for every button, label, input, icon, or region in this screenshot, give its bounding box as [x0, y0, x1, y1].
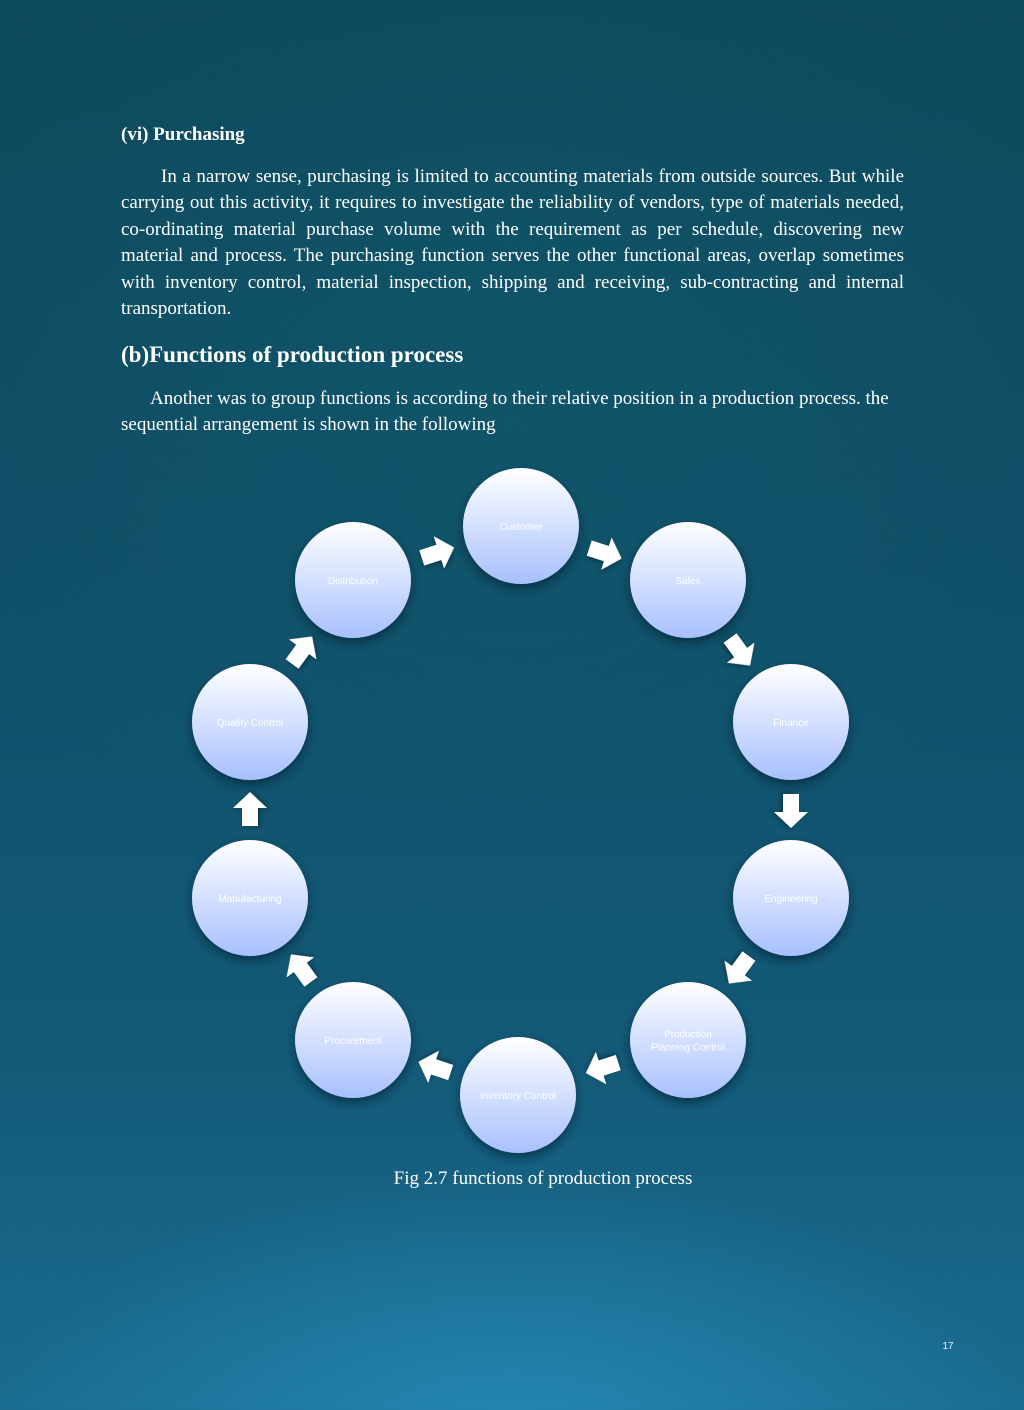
page-number: 17 — [942, 1341, 954, 1352]
arrow-production-planning-control-to-inventory-control — [581, 1046, 624, 1089]
section-heading-purchasing: (vi) Purchasing — [121, 124, 245, 145]
node-label-quality-control: Quality Control — [216, 718, 284, 729]
node-inventory-control — [460, 1037, 576, 1153]
arrow-distribution-to-customer — [417, 531, 460, 574]
node-label-distribution: Distribution — [327, 576, 379, 587]
node-distribution — [295, 522, 411, 638]
arrow-quality-control-to-distribution — [278, 626, 325, 673]
node-label-inventory-control: Inventory Control — [479, 1091, 557, 1102]
node-label-sales: Sales — [675, 576, 701, 587]
arrow-customer-to-sales — [584, 532, 627, 575]
node-label-finance: Finance — [773, 718, 809, 729]
node-engineering — [733, 840, 849, 956]
node-label-manufacturing: Manufacturing — [218, 894, 282, 905]
arrow-procurement-to-manufacturing — [277, 944, 324, 991]
node-procurement — [295, 982, 411, 1098]
section-heading-functions: (b)Functions of production process — [121, 342, 464, 367]
node-label-customer: Customer — [499, 522, 543, 533]
node-sales — [630, 522, 746, 638]
node-label-procurement: Procurement — [324, 1036, 382, 1047]
arrow-engineering-to-production-planning-control — [715, 946, 762, 993]
node-finance — [733, 664, 849, 780]
purchasing-paragraph: In a narrow sense, purchasing is limited to accounting materials from outside sources. But while carrying out this activity, it requires to investigate the reliability of vendors, type of materials needed, co-ordinating material purchase volume with the requirement as per schedule, discovering new material and process. The purchasing function serves the other functional areas, overlap sometimes with inventory control, material inspection, shipping and receiving, sub-contracting and internal transportation. — [121, 166, 904, 320]
node-manufacturing — [192, 840, 308, 956]
arrow-finance-to-engineering — [774, 794, 808, 828]
node-quality-control — [192, 664, 308, 780]
node-label-production-planning-control: Planning Control — [651, 1042, 725, 1054]
node-customer — [463, 468, 579, 584]
node-label-production-planning-control: Production — [664, 1029, 712, 1041]
node-label-engineering: Engineering — [764, 894, 818, 905]
node-production-planning-control — [630, 982, 746, 1098]
arrow-inventory-control-to-procurement — [413, 1046, 456, 1089]
functions-paragraph: Another was to group functions is according to their relative position in a production process. the sequential arrangement is shown in the following — [121, 388, 889, 436]
arrow-manufacturing-to-quality-control — [233, 792, 267, 826]
figure-caption: Fig 2.7 functions of production process — [393, 1168, 693, 1189]
arrow-sales-to-finance — [716, 628, 763, 675]
